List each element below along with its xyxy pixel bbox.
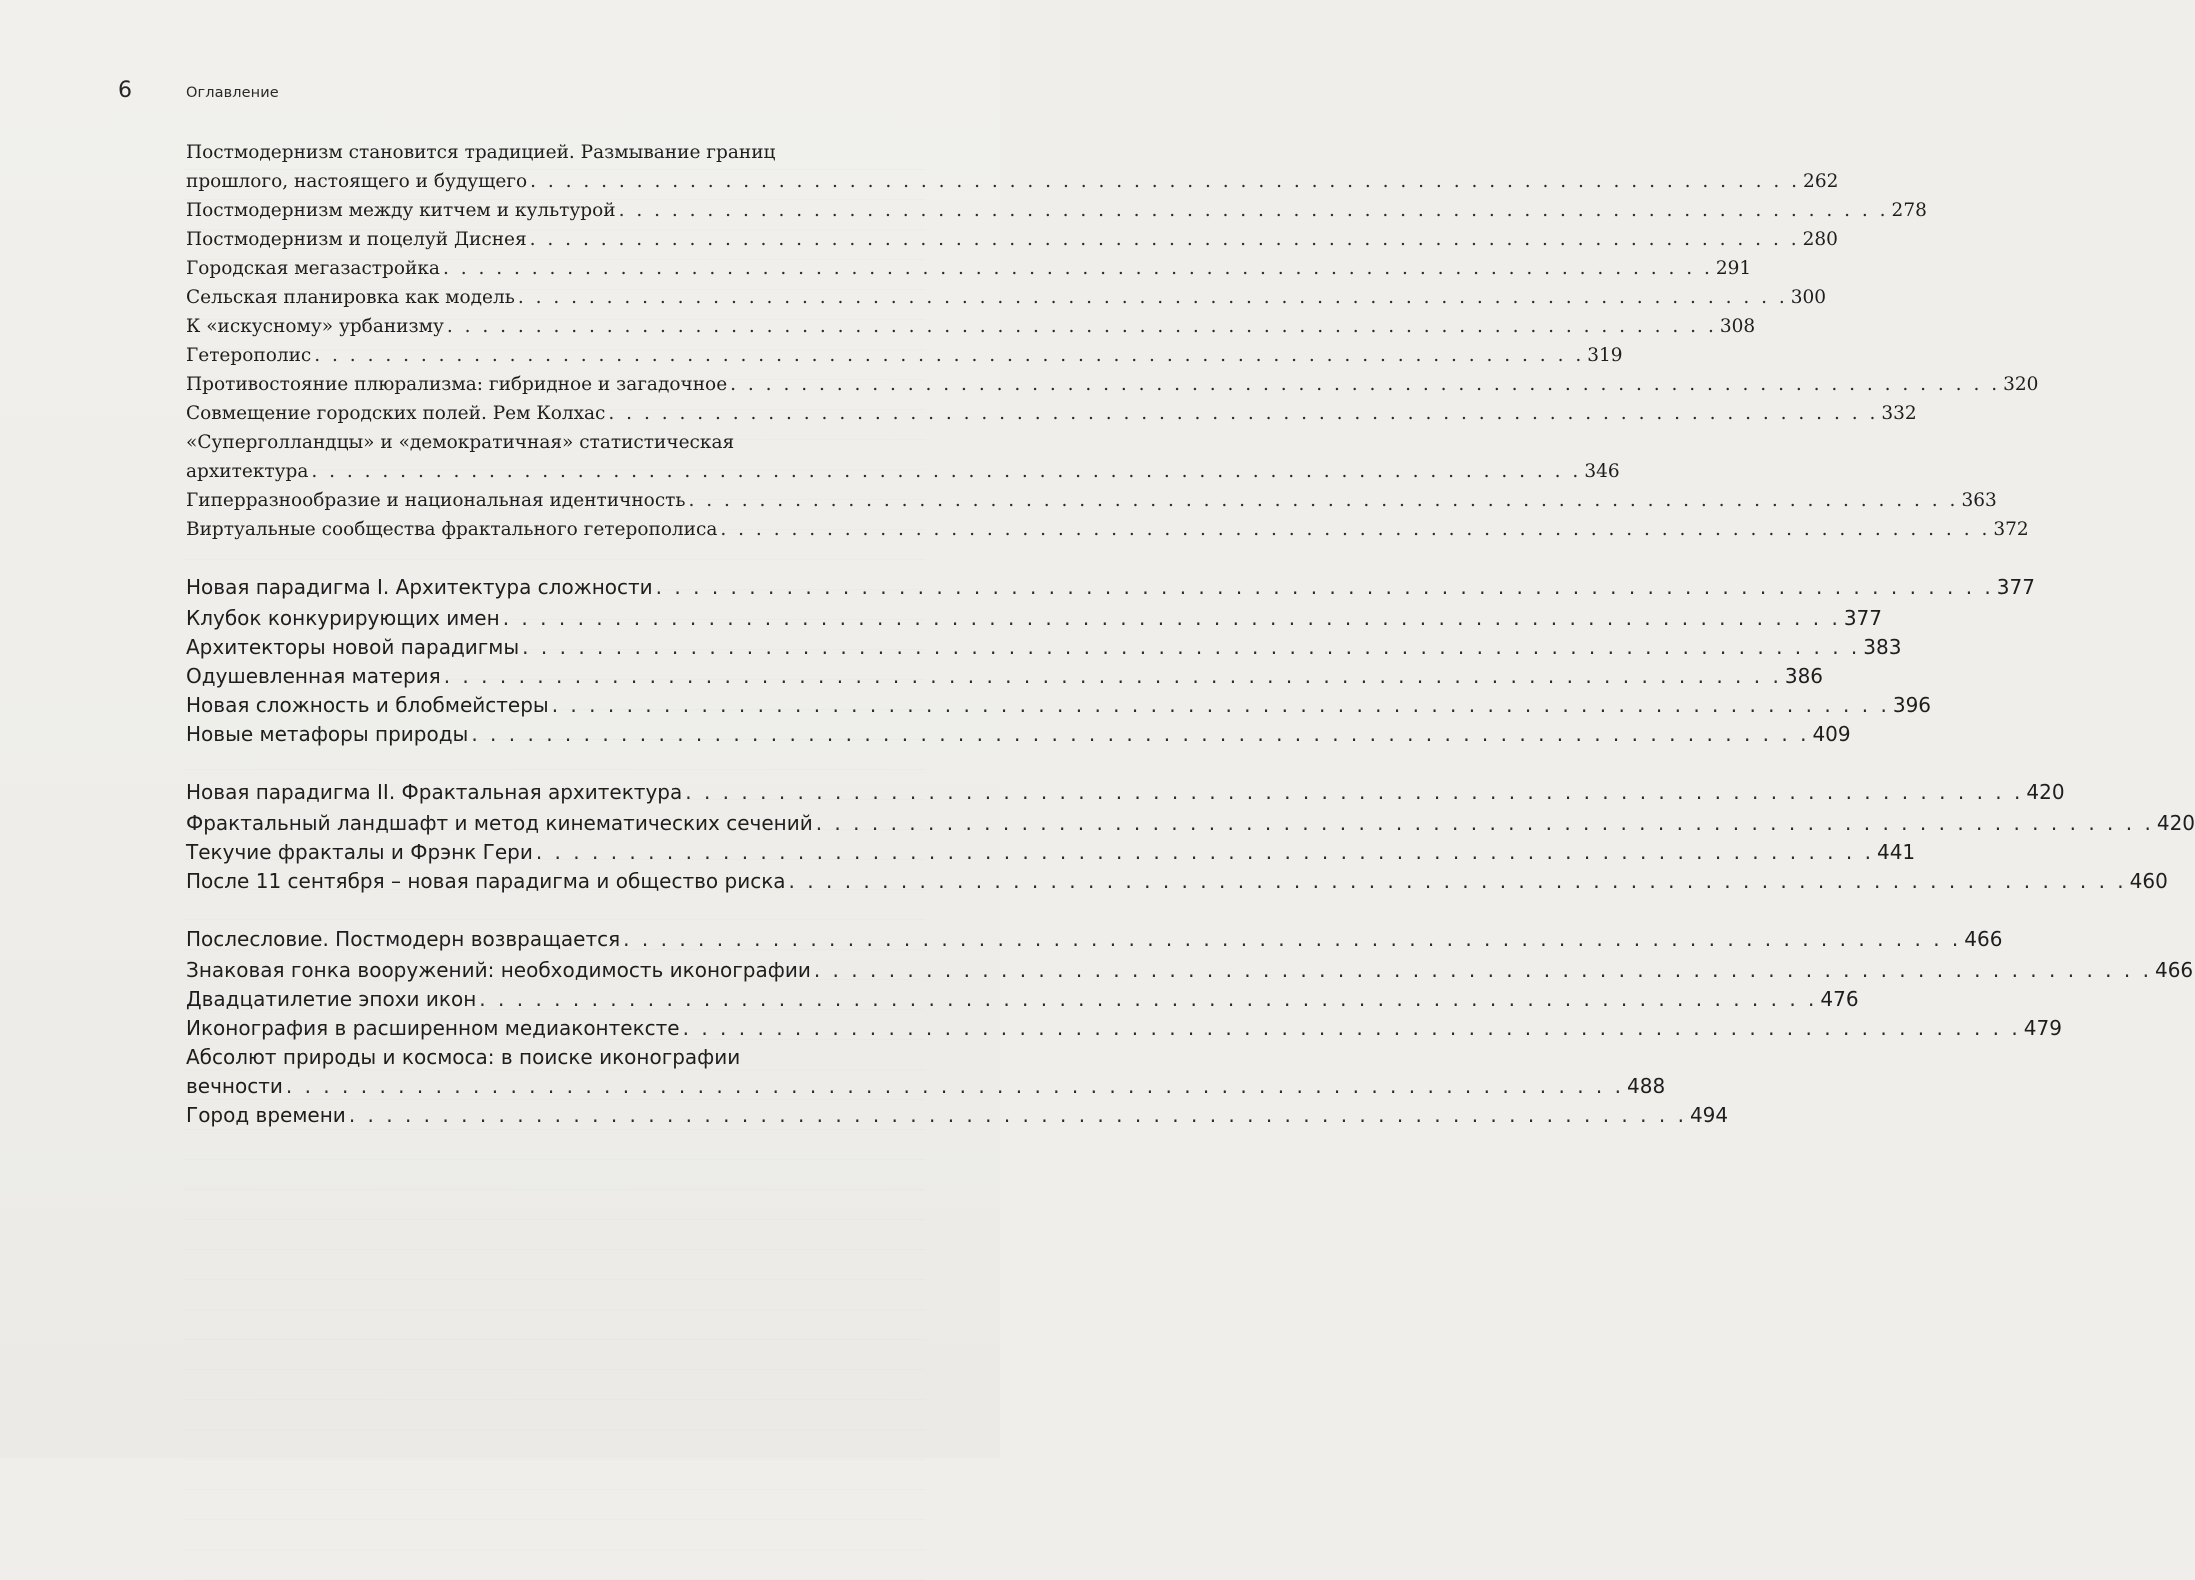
page-ref: 479	[2023, 1016, 2062, 1040]
dot-leader: . . . . . . . . . . . . . . . . . . . . . . . . . . . . . . . . . . . . . . . . . . . . . . . . . . . . . . . . . . . . . . . . . . . . . . . .	[529, 229, 1800, 250]
toc-section-heading	[186, 775, 2065, 809]
page-ref: 332	[1881, 403, 1917, 424]
toc-entry	[186, 691, 1932, 720]
dot-leader: . . . . . . . . . . . . . . . . . . . . . . . . . . . . . . . . . . . . . . . . . . . . . . . . . . . . . . . . . . . . . . . . . . . . . . . .	[730, 374, 2001, 395]
toc-entry-text: Постмодернизм между китчем и культурой	[186, 200, 616, 221]
toc-entry	[186, 515, 2029, 544]
toc-entry-text: Виртуальные сообщества фрактального гетерополиса	[186, 519, 718, 540]
page-ref: 300	[1790, 287, 1827, 308]
dot-leader: . . . . . . . . . . . . . . . . . . . . . . . . . . . . . . . . . . . . . . . . . . . . . . . . . . . . . . . . . . . . . . . . . . . . . . . .	[618, 200, 1889, 221]
toc-entry-text: Сельская планировка как модель	[186, 287, 515, 308]
dot-leader: . . . . . . . . . . . . . . . . . . . . . . . . . . . . . . . . . . . . . . . . . . . . . . . . . . . . . . . . . . . . . . . . . . . . . . . .	[535, 840, 1874, 864]
page-ref: 488	[1627, 1074, 1666, 1098]
dot-leader: . . . . . . . . . . . . . . . . . . . . . . . . . . . . . . . . . . . . . . . . . . . . . . . . . . . . . . . . . . . . . . . . . . . . . . . .	[442, 258, 1713, 279]
toc-entry	[186, 341, 1623, 370]
dot-leader: . . . . . . . . . . . . . . . . . . . . . . . . . . . . . . . . . . . . . . . . . . . . . . . . . . . . . . . . . . . . . . . . . . . . . . . .	[471, 722, 1810, 746]
dot-leader: . . . . . . . . . . . . . . . . . . . . . . . . . . . . . . . . . . . . . . . . . . . . . . . . . . . . . . . . . . . . . . . . . . . . . . . .	[685, 780, 2024, 804]
page-header	[118, 78, 279, 103]
toc-entry	[186, 809, 2195, 838]
toc-entry	[186, 985, 1859, 1014]
dot-leader: . . . . . . . . . . . . . . . . . . . . . . . . . . . . . . . . . . . . . . . . . . . . . . . . . . . . . . . . . . . . . . . . . . . . . . . .	[720, 519, 1991, 540]
toc-entry	[186, 370, 2039, 399]
page-ref: 377	[1843, 606, 1883, 630]
page-ref: 409	[1812, 722, 1851, 746]
running-head: Оглавление	[186, 85, 279, 101]
dot-leader: . . . . . . . . . . . . . . . . . . . . . . . . . . . . . . . . . . . . . . . . . . . . . . . . . . . . . . . . . . . . . . . . . . . . . . . .	[348, 1103, 1687, 1127]
dot-leader: . . . . . . . . . . . . . . . . . . . . . . . . . . . . . . . . . . . . . . . . . . . . . . . . . . . . . . . . . . . . . . . . . . . . . . . .	[530, 171, 1801, 192]
dot-leader: . . . . . . . . . . . . . . . . . . . . . . . . . . . . . . . . . . . . . . . . . . . . . . . . . . . . . . . . . . . . . . . . . . . . . . . .	[813, 958, 2152, 982]
toc-entry	[186, 633, 1902, 662]
page-ref: 420	[2156, 811, 2195, 835]
page-ref: 383	[1863, 635, 1902, 659]
page-number: 6	[118, 78, 132, 103]
toc-entry-text: Одушевленная материя	[186, 664, 441, 688]
page-ref: 494	[1689, 1103, 1729, 1127]
toc-entry	[186, 604, 1883, 633]
toc-entry	[186, 1014, 2062, 1043]
toc-entry-text: Новые метафоры природы	[186, 722, 469, 746]
toc-group	[186, 138, 2039, 544]
dot-leader: . . . . . . . . . . . . . . . . . . . . . . . . . . . . . . . . . . . . . . . . . . . . . . . . . . . . . . . . . . . . . . . . . . . . . . . .	[623, 927, 1962, 951]
dot-leader: . . . . . . . . . . . . . . . . . . . . . . . . . . . . . . . . . . . . . . . . . . . . . . . . . . . . . . . . . . . . . . . . . . . . . . . .	[815, 811, 2154, 835]
table-of-contents	[186, 138, 2195, 1130]
toc-entry-text: Гиперразнообразие и национальная идентичность	[186, 490, 686, 511]
toc-entry-line: Постмодернизм становится традицией. Размывание границ	[186, 142, 776, 163]
toc-entry	[186, 720, 1851, 749]
page-ref: 396	[1892, 693, 1932, 717]
toc-section	[186, 570, 2035, 749]
toc-entry	[186, 428, 1620, 486]
page-ref: 280	[1802, 229, 1838, 250]
page-ref: 346	[1584, 461, 1620, 482]
toc-entry	[186, 662, 1824, 691]
dot-leader: . . . . . . . . . . . . . . . . . . . . . . . . . . . . . . . . . . . . . . . . . . . . . . . . . . . . . . . . . . . . . . . . . . . . . . . .	[443, 664, 1782, 688]
toc-entry	[186, 254, 1752, 283]
page-ref: 278	[1891, 200, 1927, 221]
toc-entry-text: Текучие фракталы и Фрэнк Гери	[186, 840, 533, 864]
page-ref: 441	[1876, 840, 1916, 864]
toc-entry-text: Гетерополис	[186, 345, 312, 366]
toc-entry-text: Клубок конкурирующих имен	[186, 606, 500, 630]
toc-entry-text: прошлого, настоящего и будущего	[186, 171, 528, 192]
toc-entry-line: «Суперголландцы» и «демократичная» статистическая	[186, 432, 735, 453]
page-ref: 363	[1961, 490, 1997, 511]
toc-entry	[186, 312, 1756, 341]
toc-entry	[186, 399, 1917, 428]
toc-section-heading-text: Новая парадигма I. Архитектура сложности	[186, 575, 653, 599]
toc-entry	[186, 486, 1997, 515]
toc-entry-text: Знаковая гонка вооружений: необходимость иконографии	[186, 958, 811, 982]
page-ref: 262	[1803, 171, 1839, 192]
toc-entry-text: Совмещение городских полей. Рем Колхас	[186, 403, 606, 424]
toc-entry-text: архитектура	[186, 461, 309, 482]
toc-entry-text: Иконография в расширенном медиаконтексте	[186, 1016, 680, 1040]
dot-leader: . . . . . . . . . . . . . . . . . . . . . . . . . . . . . . . . . . . . . . . . . . . . . . . . . . . . . . . . . . . . . . . . . . . . . . . .	[517, 287, 1788, 308]
toc-section-heading-text: Новая парадигма II. Фрактальная архитектура	[186, 780, 683, 804]
dot-leader: . . . . . . . . . . . . . . . . . . . . . . . . . . . . . . . . . . . . . . . . . . . . . . . . . . . . . . . . . . . . . . . . . . . . . . . .	[285, 1074, 1624, 1098]
toc-entry	[186, 225, 1838, 254]
dot-leader: . . . . . . . . . . . . . . . . . . . . . . . . . . . . . . . . . . . . . . . . . . . . . . . . . . . . . . . . . . . . . . . . . . . . . . . .	[688, 490, 1959, 511]
toc-entry-text: Фрактальный ландшафт и метод кинематических сечений	[186, 811, 813, 835]
dot-leader: . . . . . . . . . . . . . . . . . . . . . . . . . . . . . . . . . . . . . . . . . . . . . . . . . . . . . . . . . . . . . . . . . . . . . . . .	[551, 693, 1890, 717]
dot-leader: . . . . . . . . . . . . . . . . . . . . . . . . . . . . . . . . . . . . . . . . . . . . . . . . . . . . . . . . . . . . . . . . . . . . . . . .	[608, 403, 1879, 424]
toc-entry	[186, 1101, 1729, 1130]
page-ref: 420	[2026, 780, 2065, 804]
toc-entry-text: вечности	[186, 1074, 283, 1098]
toc-entry-text: Постмодернизм и поцелуй Диснея	[186, 229, 527, 250]
toc-entry	[186, 1043, 1666, 1101]
toc-entry	[186, 196, 1927, 225]
toc-section	[186, 922, 2194, 1130]
toc-entry-text: К «искусному» урбанизму	[186, 316, 444, 337]
toc-entry	[186, 138, 1839, 196]
dot-leader: . . . . . . . . . . . . . . . . . . . . . . . . . . . . . . . . . . . . . . . . . . . . . . . . . . . . . . . . . . . . . . . . . . . . . . . .	[446, 316, 1717, 337]
page-ref: 308	[1719, 316, 1756, 337]
dot-leader: . . . . . . . . . . . . . . . . . . . . . . . . . . . . . . . . . . . . . . . . . . . . . . . . . . . . . . . . . . . . . . . . . . . . . . . .	[655, 575, 1994, 599]
toc-entry	[186, 838, 1916, 867]
dot-leader: . . . . . . . . . . . . . . . . . . . . . . . . . . . . . . . . . . . . . . . . . . . . . . . . . . . . . . . . . . . . . . . . . . . . . . . .	[311, 461, 1582, 482]
dot-leader: . . . . . . . . . . . . . . . . . . . . . . . . . . . . . . . . . . . . . . . . . . . . . . . . . . . . . . . . . . . . . . . . . . . . . . . .	[479, 987, 1818, 1011]
toc-entry-text: После 11 сентября – новая парадигма и общество риска	[186, 869, 786, 893]
page-ref: 291	[1715, 258, 1752, 279]
toc-section-heading-text: Послесловие. Постмодерн возвращается	[186, 927, 621, 951]
page-ref: 377	[1996, 575, 2035, 599]
toc-section-heading	[186, 570, 2035, 604]
dot-leader: . . . . . . . . . . . . . . . . . . . . . . . . . . . . . . . . . . . . . . . . . . . . . . . . . . . . . . . . . . . . . . . . . . . . . . . .	[502, 606, 1841, 630]
dot-leader: . . . . . . . . . . . . . . . . . . . . . . . . . . . . . . . . . . . . . . . . . . . . . . . . . . . . . . . . . . . . . . . . . . . . . . . .	[522, 635, 1861, 659]
dot-leader: . . . . . . . . . . . . . . . . . . . . . . . . . . . . . . . . . . . . . . . . . . . . . . . . . . . . . . . . . . . . . . . . . . . . . . . .	[314, 345, 1585, 366]
toc-entry-text: Новая сложность и блобмейстеры	[186, 693, 549, 717]
page-ref: 386	[1784, 664, 1824, 688]
toc-section	[186, 775, 2195, 896]
toc-entry	[186, 283, 1827, 312]
dot-leader: . . . . . . . . . . . . . . . . . . . . . . . . . . . . . . . . . . . . . . . . . . . . . . . . . . . . . . . . . . . . . . . . . . . . . . . .	[788, 869, 2127, 893]
page-ref: 466	[2154, 958, 2194, 982]
toc-entry-line: Абсолют природы и космоса: в поиске иконографии	[186, 1045, 741, 1069]
toc-section-heading	[186, 922, 2003, 956]
toc-entry-text: Городская мегазастройка	[186, 258, 440, 279]
page-ref: 476	[1820, 987, 1859, 1011]
dot-leader: . . . . . . . . . . . . . . . . . . . . . . . . . . . . . . . . . . . . . . . . . . . . . . . . . . . . . . . . . . . . . . . . . . . . . . . .	[682, 1016, 2021, 1040]
toc-entry-text: Противостояние плюрализма: гибридное и загадочное	[186, 374, 728, 395]
page-ref: 319	[1587, 345, 1623, 366]
toc-entry	[186, 956, 2194, 985]
page-ref: 320	[2003, 374, 2039, 395]
page-ref: 372	[1993, 519, 2029, 540]
page-ref: 460	[2129, 869, 2168, 893]
page-ref: 466	[1964, 927, 2003, 951]
toc-entry	[186, 867, 2168, 896]
toc-entry-text: Двадцатилетие эпохи икон	[186, 987, 477, 1011]
toc-entry-text: Город времени	[186, 1103, 346, 1127]
toc-entry-text: Архитекторы новой парадигмы	[186, 635, 520, 659]
